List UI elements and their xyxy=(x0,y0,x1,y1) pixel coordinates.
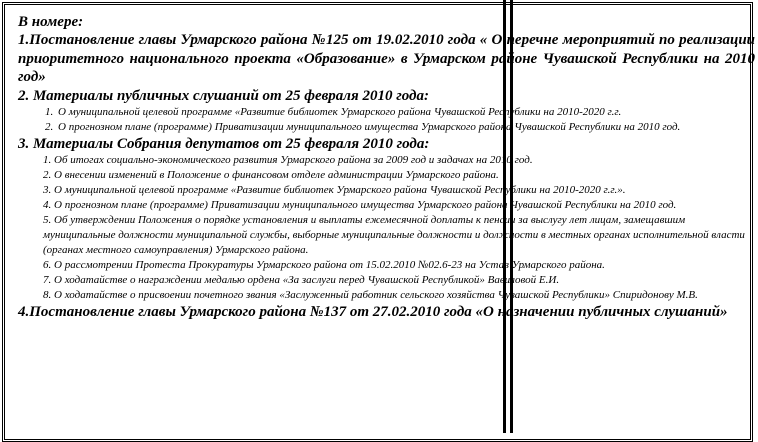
section-2-list xyxy=(18,105,755,135)
list-item: 5. Об утверждении Положения о порядке установления и выплаты ежемесячной доплаты к пенсии за выслугу лет лицам, замещавшим муниципальные должности муниципальной службы, выборные муниципальные должности и должности в местных органах исполнительной власти (органах местного самоуправления) Урмарского района. xyxy=(43,213,745,256)
section-1: 1.Постановление главы Урмарского района №125 от 19.02.2010 года « О перечне мероприятий по реализации приоритетного национального проекта «Образование» в Урмарском районе Чувашской Республики на 2010 год» xyxy=(18,32,755,85)
list-item: 8. О ходатайстве о присвоении почетного звания «Заслуженный работник сельского хозяйства Чувашской Республики» Спиридонову М.В. xyxy=(43,288,698,301)
list-item: 6. О рассмотрении Протеста Прокуратуры Урмарского района от 15.02.2010 №02.6-23 на Устав Урмарского района. xyxy=(43,258,605,271)
list-item: 3. О муниципальной целевой программе «Развитие библиотек Урмарского района Чувашской Республики на 2010-2020 г.г.». xyxy=(43,183,626,196)
list-item: 2. О внесении изменений в Положение о финансовом отделе администрации Урмарского района. xyxy=(43,168,499,181)
list-item: 1. Об итогах социально-экономического развития Урмарского района за 2009 год и задачах на 2010 год. xyxy=(43,153,533,166)
list-item: 7. О ходатайстве о награждении медалью ордена «За заслуги перед Чувашской Республикой» Вавиловой Е.И. xyxy=(43,273,560,286)
section-2-title: 2. Материалы публичных слушаний от 25 февраля 2010 года: xyxy=(18,87,429,104)
issue-contents xyxy=(18,13,755,321)
list-item: 4. О прогнозном плане (программе) Приватизации муниципального имущества Урмарского района Чувашской Республики на 2010 год. xyxy=(43,198,677,211)
section-4: 4.Постановление главы Урмарского района №137 от 27.02.2010 года «О назначении публичных слушаний» xyxy=(18,303,728,320)
header: В номере: xyxy=(18,14,84,30)
list-item: 1. О муниципальной целевой программе «Развитие библиотек Урмарского района Чувашской Республики на 2010-2020 г.г. xyxy=(56,105,755,120)
section-3-list xyxy=(18,153,755,303)
list-item: 2. О прогнозном плане (программе) Приватизации муниципального имущества Урмарского района Чувашской Республики на 2010 год. xyxy=(56,120,755,135)
section-3-title: 3. Материалы Собрания депутатов от 25 февраля 2010 года: xyxy=(18,135,430,152)
